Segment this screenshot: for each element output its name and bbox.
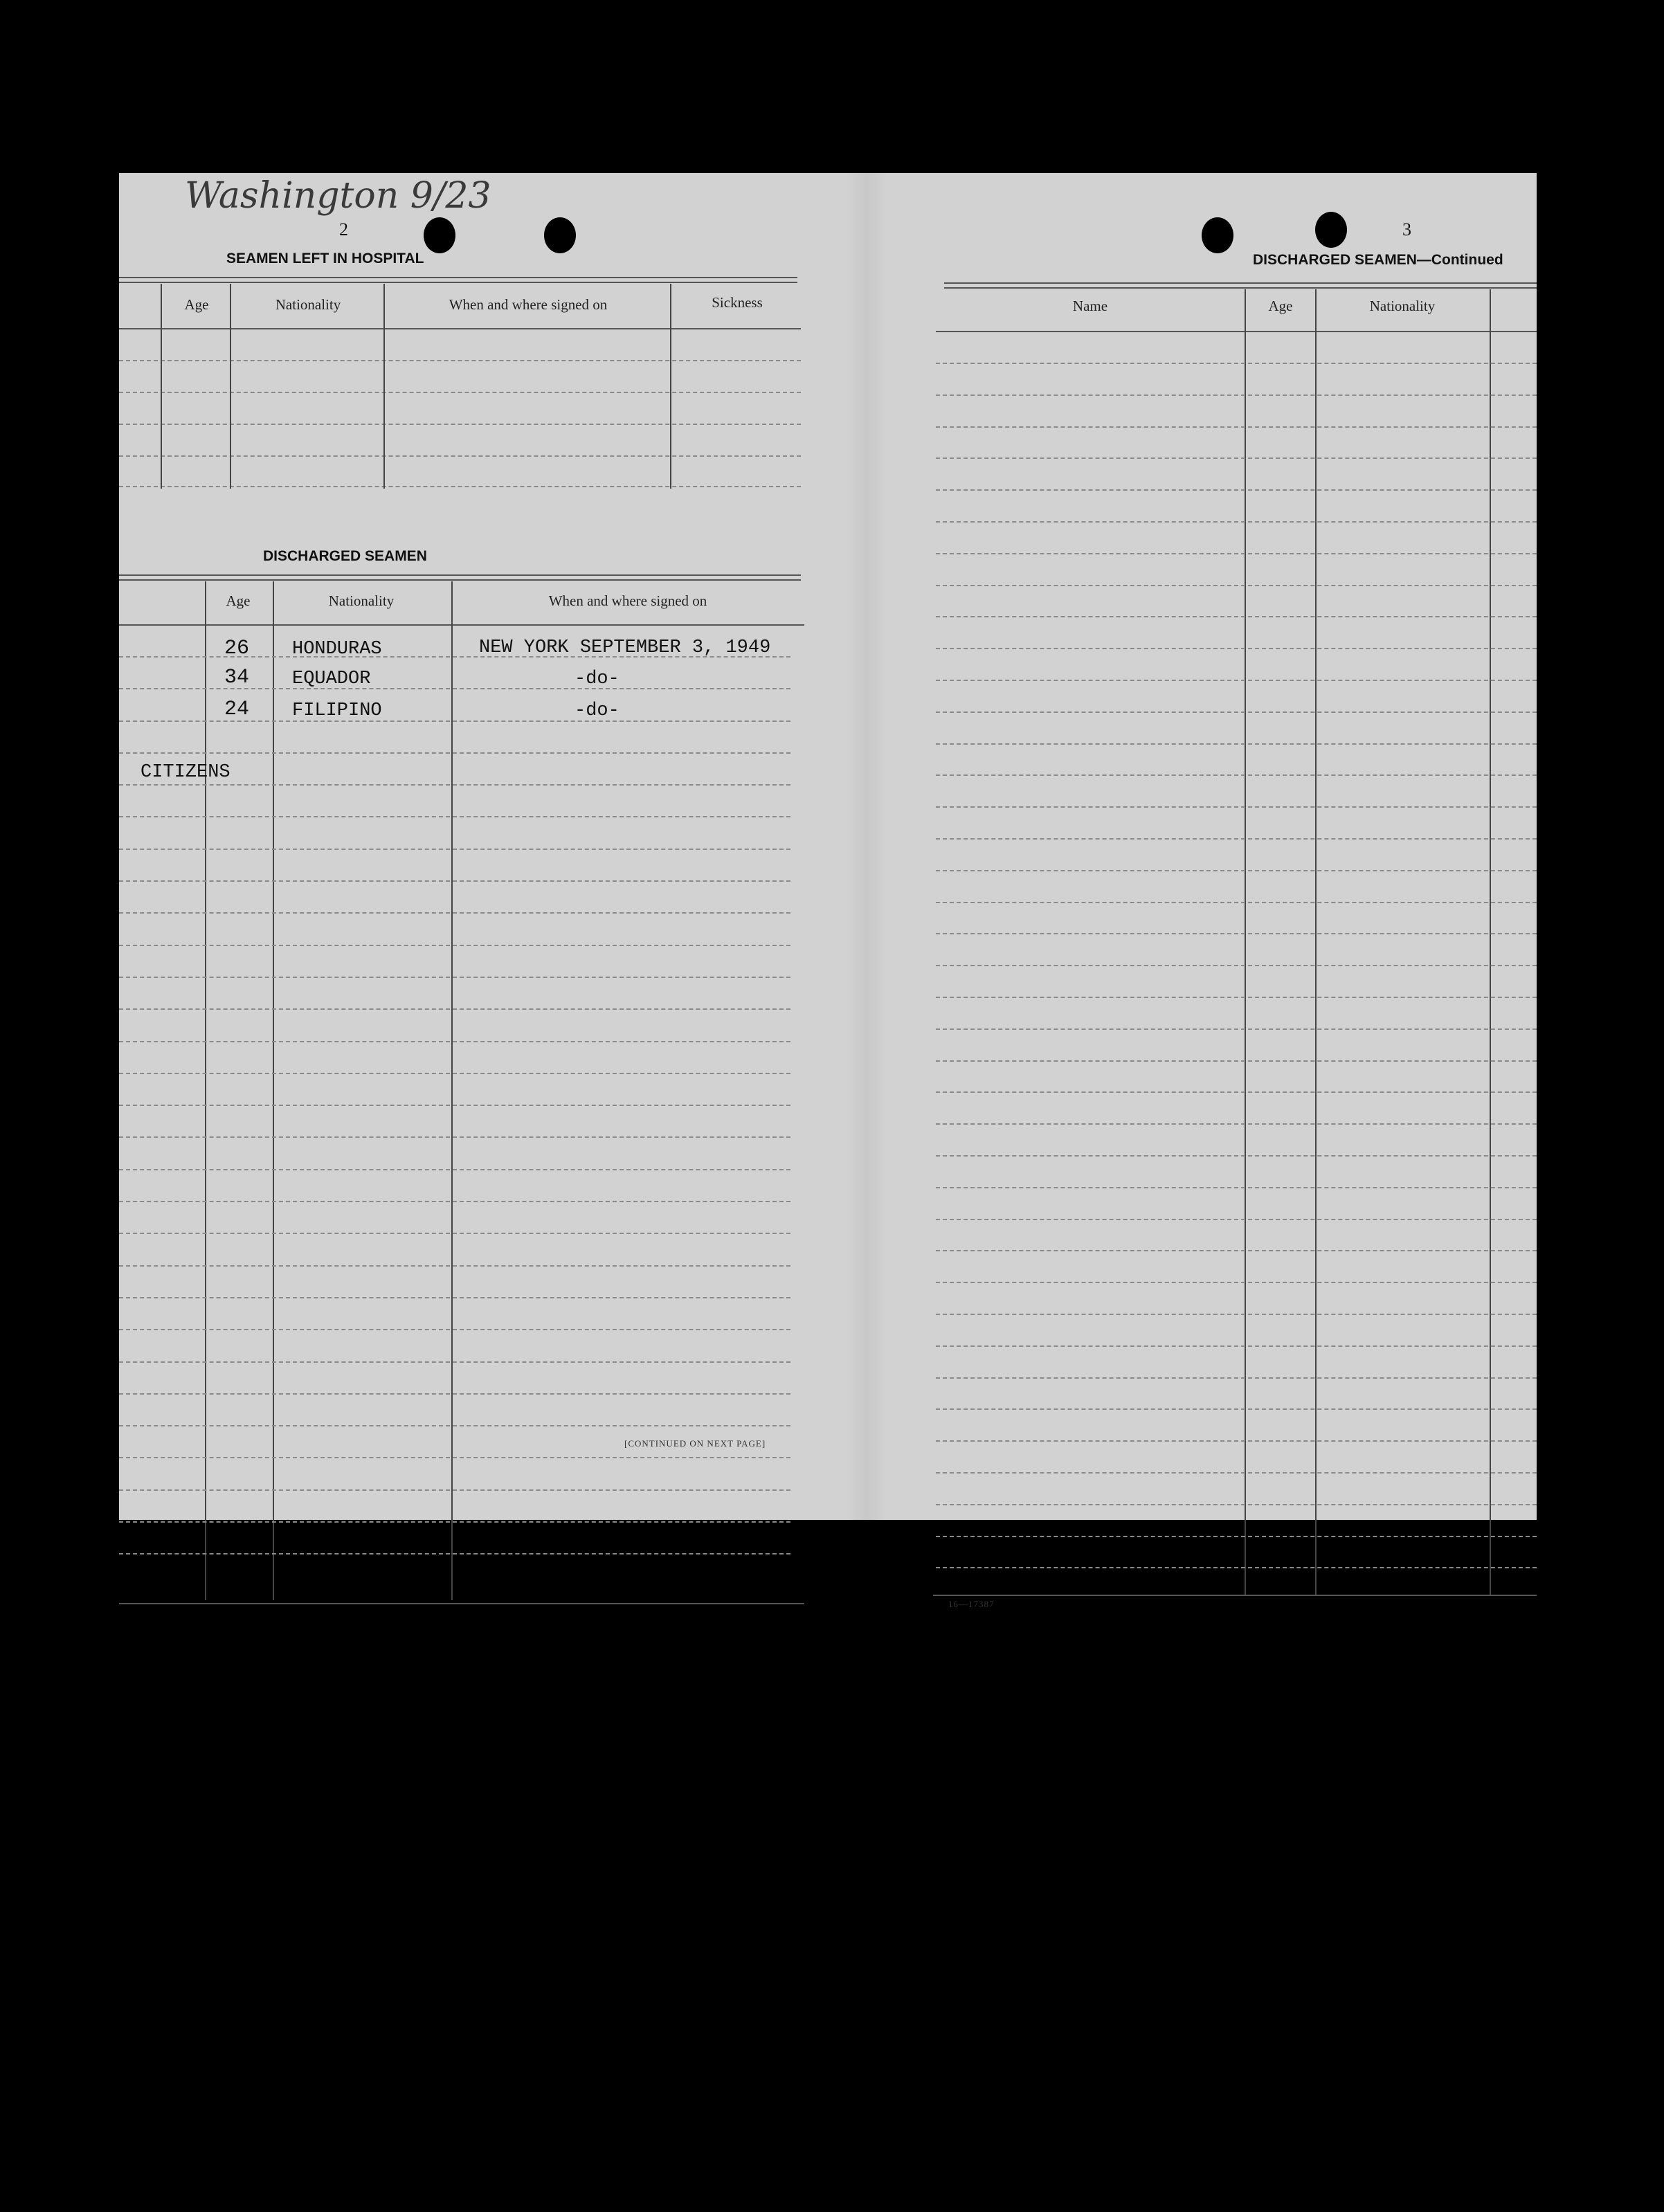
ruled-line: [119, 1489, 790, 1491]
hospital-top-rule: [119, 282, 797, 283]
discharged-header-age: Age: [226, 592, 251, 609]
ruled-line: [119, 392, 801, 393]
discharged-section-title: DISCHARGED SEAMEN: [263, 548, 427, 564]
ruled-line: [936, 1314, 1537, 1315]
ruled-line: [936, 774, 1537, 776]
ruled-line: [119, 784, 790, 786]
ruled-line: [936, 1282, 1537, 1283]
ruled-line: [119, 1265, 790, 1267]
ruled-line: [936, 1504, 1537, 1505]
right-top-rule: [944, 282, 1537, 284]
ruled-line: [936, 585, 1537, 586]
discharged-row-signed-on: -do-: [575, 700, 620, 721]
ruled-line: [119, 688, 790, 689]
ruled-line: [936, 395, 1537, 396]
right-section-title: DISCHARGED SEAMEN—Continued: [1253, 252, 1503, 268]
punch-hole: [424, 217, 455, 253]
right-bottom-rule: [933, 1595, 1537, 1596]
hospital-header-nationality: Nationality: [275, 296, 341, 313]
ruled-line: [119, 1233, 790, 1234]
page-fold: [846, 173, 887, 1520]
right-header-nationality: Nationality: [1369, 298, 1436, 314]
ruled-line: [936, 1028, 1537, 1030]
ruled-line: [936, 806, 1537, 808]
ruled-line: [936, 648, 1537, 649]
right-page-number: 3: [1402, 219, 1411, 239]
ruled-line: [119, 1553, 790, 1554]
ruled-line: [119, 1136, 790, 1138]
ruled-line: [119, 977, 790, 978]
ruled-line: [936, 1377, 1537, 1379]
ruled-line: [936, 489, 1537, 491]
discharged-header-rule: [119, 624, 804, 626]
ruled-line: [936, 1408, 1537, 1410]
ruled-line: [936, 1123, 1537, 1125]
ruled-line: [936, 616, 1537, 617]
discharged-row-age: 24: [224, 698, 250, 721]
ruled-line: [936, 1155, 1537, 1157]
column-divider: [1490, 289, 1491, 1595]
ruled-line: [119, 1297, 790, 1298]
ruled-line: [936, 1219, 1537, 1220]
hospital-section-title: SEAMEN LEFT IN HOSPITAL: [226, 251, 424, 266]
discharged-row-nationality: EQUADOR: [292, 669, 371, 689]
ruled-line: [936, 1060, 1537, 1062]
discharged-row-age: 34: [224, 666, 250, 689]
discharged-top-rule: [119, 579, 801, 581]
ruled-line: [119, 945, 790, 946]
ruled-line: [119, 1008, 790, 1010]
ruled-line: [936, 1345, 1537, 1347]
ruled-line: [119, 849, 790, 850]
ruled-line: [119, 1201, 790, 1202]
ruled-line: [936, 1440, 1537, 1442]
ruled-line: [936, 1472, 1537, 1474]
ruled-line: [119, 1073, 790, 1074]
discharged-top-rule: [119, 574, 801, 576]
ruled-line: [936, 1187, 1537, 1188]
column-divider: [670, 284, 671, 489]
continued-footer: [CONTINUED ON NEXT PAGE]: [624, 1438, 766, 1449]
discharged-row-signed-on: NEW YORK SEPTEMBER 3, 1949: [479, 637, 771, 658]
ruled-line: [119, 1425, 790, 1426]
column-divider: [383, 284, 385, 489]
ruled-line: [936, 363, 1537, 364]
column-divider: [273, 581, 274, 1600]
hospital-header-sickness: Sickness: [712, 294, 763, 311]
ruled-line: [936, 1250, 1537, 1251]
ruled-line: [936, 870, 1537, 871]
right-top-rule: [944, 287, 1537, 289]
ruled-line: [936, 902, 1537, 903]
ruled-line: [119, 1457, 790, 1458]
ruled-line: [119, 880, 790, 882]
discharged-header-signed-on: When and where signed on: [548, 592, 707, 609]
ruled-line: [936, 933, 1537, 934]
ruled-line: [119, 752, 790, 754]
ruled-line: [936, 743, 1537, 745]
right-header-rule: [936, 331, 1537, 332]
column-divider: [1315, 289, 1317, 1595]
ruled-line: [936, 426, 1537, 428]
citizens-note: CITIZENS: [141, 762, 230, 783]
ruled-line: [936, 711, 1537, 713]
ruled-line: [936, 680, 1537, 681]
ruled-line: [119, 1105, 790, 1106]
left-page-number: 2: [339, 219, 348, 239]
ruled-line: [936, 553, 1537, 554]
right-header-age: Age: [1268, 298, 1293, 314]
ruled-line: [119, 1041, 790, 1042]
ruled-line: [119, 1329, 790, 1330]
discharged-row-nationality: FILIPINO: [292, 700, 382, 721]
document-sheet: [119, 173, 1537, 1609]
column-divider: [230, 284, 231, 489]
hospital-header-signed-on: When and where signed on: [449, 296, 608, 313]
punch-hole: [1202, 217, 1233, 253]
ruled-line: [119, 424, 801, 425]
ruled-line: [119, 1361, 790, 1363]
ruled-line: [119, 455, 801, 457]
ruled-line: [119, 816, 790, 817]
ruled-line: [936, 521, 1537, 523]
column-divider: [205, 581, 206, 1600]
ruled-line: [119, 360, 801, 361]
ruled-line: [936, 1091, 1537, 1093]
discharged-header-nationality: Nationality: [328, 592, 395, 609]
handwritten-note: Washington 9/23: [185, 175, 491, 217]
ruled-line: [936, 457, 1537, 459]
ruled-line: [936, 1536, 1537, 1537]
ruled-line: [119, 1393, 790, 1395]
hospital-top-rule: [119, 277, 797, 278]
ruled-line: [119, 486, 801, 487]
ruled-line: [119, 1169, 790, 1170]
column-divider: [1245, 289, 1246, 1595]
form-number: 16—17387: [948, 1599, 995, 1609]
ruled-line: [119, 720, 790, 722]
discharged-row-signed-on: -do-: [575, 669, 620, 689]
column-divider: [161, 284, 162, 489]
discharged-row-nationality: HONDURAS: [292, 639, 382, 660]
ruled-line: [936, 965, 1537, 966]
ruled-line: [119, 912, 790, 914]
hospital-header-rule: [119, 328, 801, 329]
column-divider: [451, 581, 453, 1600]
ruled-line: [119, 1521, 790, 1523]
discharged-row-age: 26: [224, 637, 250, 660]
ruled-line: [936, 1567, 1537, 1568]
hospital-header-age: Age: [184, 296, 209, 313]
ruled-line: [936, 997, 1537, 998]
punch-hole: [544, 217, 576, 253]
ruled-line: [119, 656, 790, 658]
left-bottom-rule: [119, 1603, 804, 1604]
right-header-name: Name: [1072, 298, 1108, 314]
punch-hole: [1315, 212, 1347, 248]
ruled-line: [936, 838, 1537, 840]
